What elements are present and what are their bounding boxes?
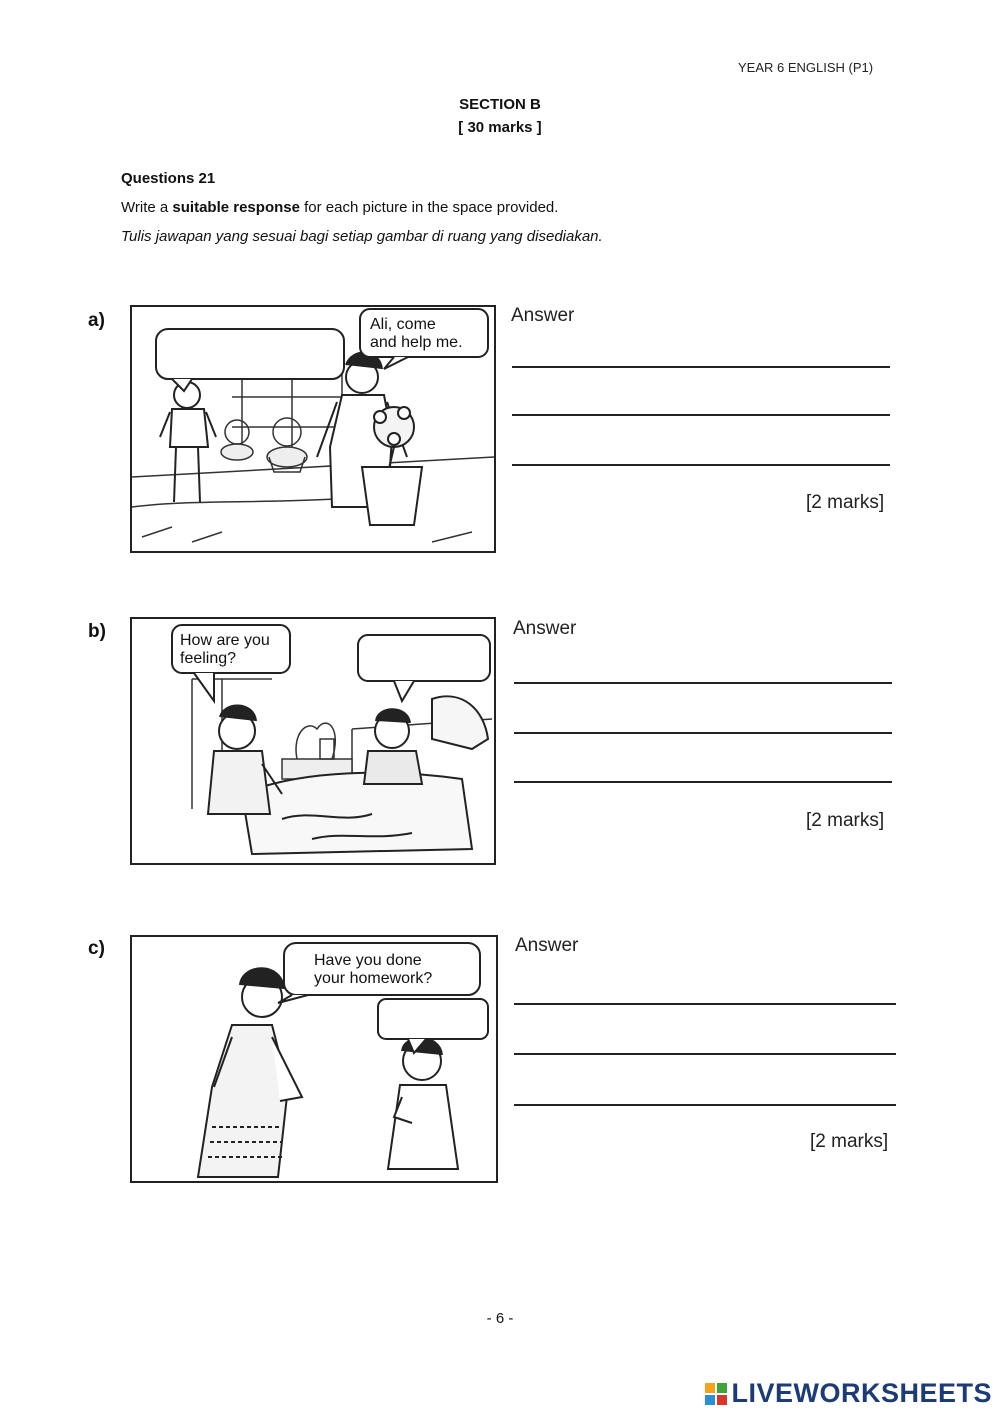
instruction-prefix: Write a — [121, 199, 173, 216]
instruction-english — [121, 199, 558, 216]
item-c-answer-line-2[interactable] — [514, 1053, 896, 1055]
paper-code: YEAR 6 ENGLISH (P1) — [738, 60, 874, 75]
item-b-answer-line-3[interactable] — [514, 781, 892, 783]
section-marks: [ 30 marks ] — [458, 119, 542, 136]
item-a-answer-line-3[interactable] — [512, 464, 890, 466]
item-c-speech-bubble — [278, 943, 480, 1003]
item-a-bubble-line2: and help me. — [370, 334, 463, 351]
brand-logo[interactable] — [705, 1378, 992, 1409]
item-b-empty-bubble — [358, 635, 490, 701]
item-a-answer-line-2[interactable] — [512, 414, 890, 416]
liveworksheets-logo-icon — [705, 1383, 727, 1405]
item-a-answer-label: Answer — [511, 305, 575, 326]
item-c-answer-line-3[interactable] — [514, 1104, 896, 1106]
item-c-bubble-line1: Have you done — [314, 952, 422, 969]
item-a-bubble-line1: Ali, come — [370, 316, 436, 333]
item-a-empty-bubble — [156, 329, 344, 391]
item-a-label: a) — [88, 310, 105, 331]
item-a-marks: [2 marks] — [806, 492, 885, 513]
item-b-bubble-line1: How are you — [180, 632, 270, 649]
item-b-bubble-line2: feeling? — [180, 650, 237, 667]
item-b-label: b) — [88, 621, 106, 642]
item-b-answer-label: Answer — [513, 618, 577, 639]
item-c-label: c) — [88, 938, 105, 959]
item-b-answer-line-2[interactable] — [514, 732, 892, 734]
section-title: SECTION B — [459, 96, 541, 113]
question-title: Questions 21 — [121, 170, 216, 187]
instruction-suffix: for each picture in the space provided. — [299, 199, 559, 216]
item-b-speech-bubble — [172, 625, 290, 701]
item-c-answer-line-1[interactable] — [514, 1003, 896, 1005]
item-a-picture — [130, 305, 496, 553]
instruction-malay: Tulis jawapan yang sesuai bagi setiap gambar di ruang yang disediakan. — [121, 228, 603, 245]
instruction-bold: suitable response — [172, 199, 300, 216]
item-c-marks: [2 marks] — [810, 1131, 889, 1152]
item-c-picture — [130, 935, 498, 1183]
item-b-answer-line-1[interactable] — [514, 682, 892, 684]
item-c-answer-label: Answer — [515, 935, 579, 956]
brand-name: LIVEWORKSHEETS — [731, 1378, 992, 1408]
item-a-answer-line-1[interactable] — [512, 366, 890, 368]
item-b-picture — [130, 617, 496, 865]
page-number: - 6 - — [486, 1310, 514, 1327]
item-c-bubble-line2: your homework? — [314, 970, 433, 987]
item-b-marks: [2 marks] — [806, 810, 885, 831]
